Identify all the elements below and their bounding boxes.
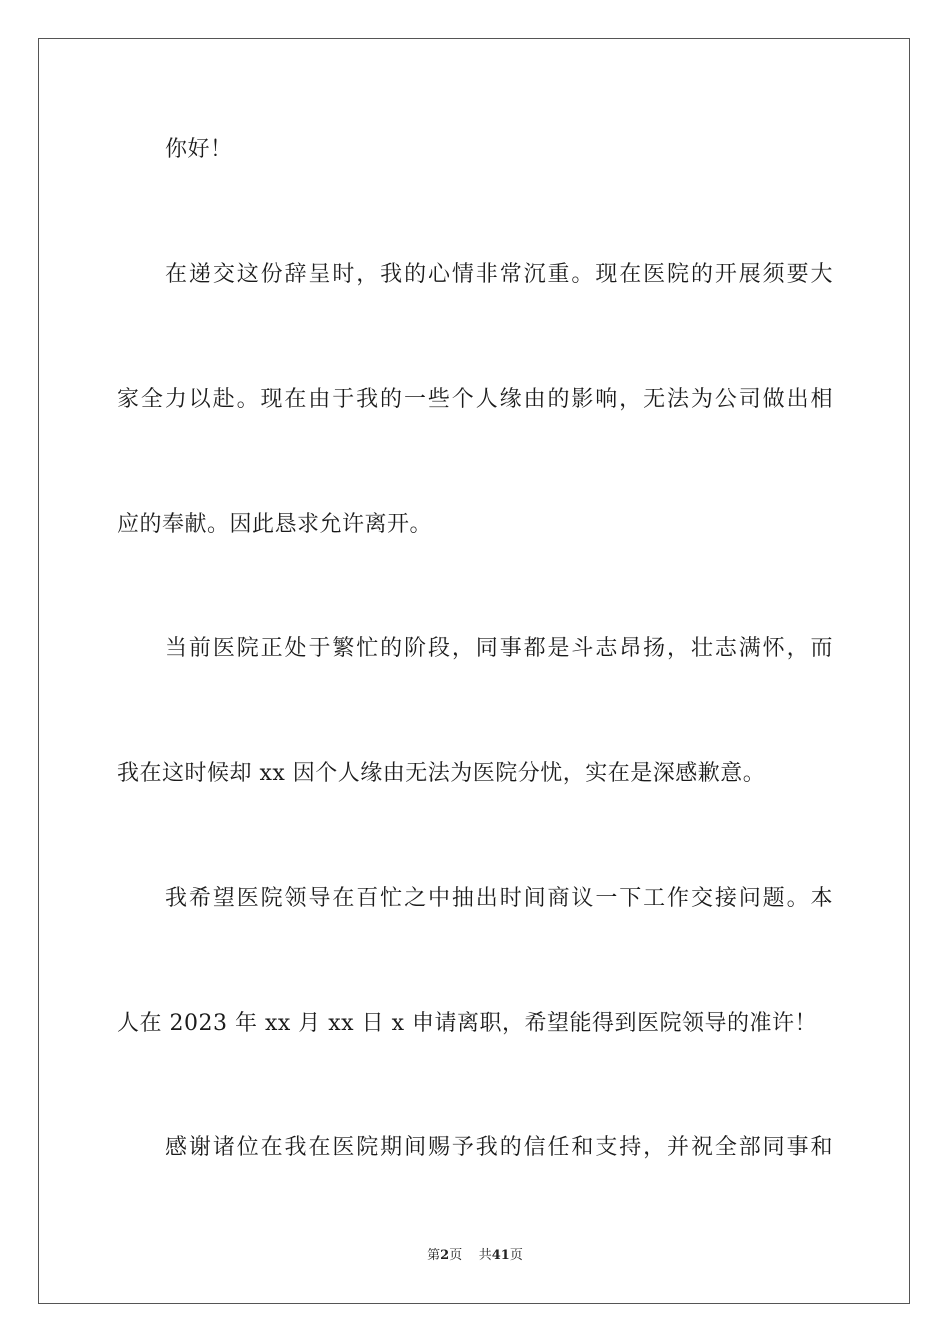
paragraph-2-line-2: 我在这时候却 xx 因个人缘由无法为医院分忧，实在是深感歉意。 [117, 761, 766, 786]
footer-total-pages: 41 [491, 1248, 510, 1263]
page-footer [0, 1248, 950, 1264]
paragraph-3-line-1: 我希望医院领导在百忙之中抽出时间商议一下工作交接问题。本 [165, 886, 833, 911]
paragraph-1-line-1: 在递交这份辞呈时，我的心情非常沉重。现在医院的开展须要大 [165, 262, 833, 287]
footer-total-suffix: 页 [509, 1248, 523, 1263]
footer-page-number: 2 [440, 1248, 450, 1263]
paragraph-1-line-3: 应的奉献。因此恳求允许离开。 [117, 512, 433, 537]
footer-total-prefix: 共 [478, 1248, 492, 1263]
page-border [38, 38, 910, 1304]
paragraph-2-line-1: 当前医院正处于繁忙的阶段，同事都是斗志昂扬，壮志满怀，而 [165, 636, 833, 661]
paragraph-3-line-2: 人在 2023 年 xx 月 xx 日 x 申请离职，希望能得到医院领导的准许！ [117, 1011, 817, 1036]
paragraph-1-line-2: 家全力以赴。现在由于我的一些个人缘由的影响，无法为公司做出相 [117, 387, 833, 412]
footer-page-suffix: 页 [449, 1248, 463, 1263]
paragraph-4-line-1: 感谢诸位在我在医院期间赐予我的信任和支持，并祝全部同事和 [165, 1135, 833, 1160]
greeting-line: 你好！ [165, 137, 233, 162]
footer-page-prefix: 第 [427, 1248, 441, 1263]
